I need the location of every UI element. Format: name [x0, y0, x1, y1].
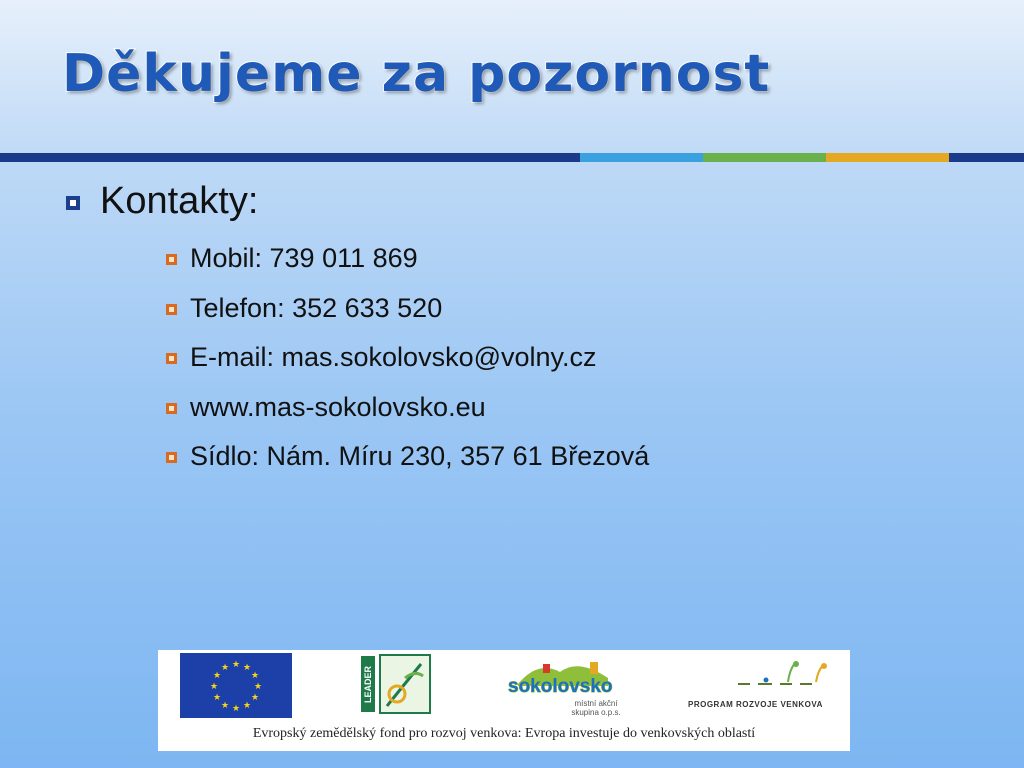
sokolovsko-logo-icon: [508, 656, 623, 718]
square-bullet-icon: [166, 353, 177, 364]
contact-mobile: [166, 240, 649, 290]
svg-text:★: ★: [242, 663, 252, 673]
contact-email: [166, 339, 649, 389]
divider-blue-segment: [580, 153, 703, 162]
square-bullet-icon: [166, 452, 177, 463]
square-bullet-icon: [166, 403, 177, 414]
sokolovsko-name: sokolovsko: [508, 676, 613, 697]
svg-text:★: ★: [209, 682, 219, 692]
contact-list: [166, 240, 649, 488]
leader-logo-icon: [359, 652, 433, 716]
divider-green-segment: [703, 153, 826, 162]
contact-text: Mobil: 739 011 869: [190, 243, 418, 273]
contact-text: www.mas-sokolovsko.eu: [190, 391, 486, 422]
square-bullet-icon: [166, 304, 177, 315]
svg-text:★: ★: [220, 701, 230, 711]
square-bullet-icon: [166, 254, 177, 265]
contacts-heading: Kontakty:: [100, 180, 259, 222]
leader-emblem: [379, 654, 431, 714]
contact-address: [166, 438, 649, 488]
program-rozvoje-venkova-logo-icon: [688, 658, 838, 718]
square-bullet-icon: [66, 196, 80, 210]
svg-text:★: ★: [212, 671, 222, 681]
funding-logo-strip: [158, 650, 850, 751]
svg-text:★: ★: [231, 704, 241, 714]
sokolovsko-subtitle: místní akční skupina o.p.s.: [571, 699, 621, 717]
contact-website: [166, 389, 649, 439]
contact-text: Sídlo: Nám. Míru 230, 357 61 Březová: [190, 441, 650, 471]
title-divider: [0, 153, 1024, 162]
svg-text:★: ★: [242, 701, 252, 711]
contact-phone: [166, 290, 649, 340]
divider-dark-end-segment: [949, 153, 1024, 162]
svg-text:★: ★: [250, 671, 260, 681]
divider-yellow-segment: [826, 153, 949, 162]
divider-dark-segment: [0, 153, 580, 162]
svg-text:★: ★: [253, 682, 263, 692]
eu-flag-icon: [180, 653, 292, 718]
contact-text: Telefon: 352 633 520: [190, 292, 443, 323]
svg-text:★: ★: [220, 663, 230, 673]
eafrd-caption: Evropský zemědělský fond pro rozvoj venkova: Evropa investuje do venkovských oblastí: [252, 726, 756, 741]
slide-title: Děkujeme za pozornost: [62, 44, 771, 104]
prv-label: PROGRAM ROZVOJE VENKOVA: [688, 700, 823, 709]
svg-text:★: ★: [212, 693, 222, 703]
contact-text: E-mail: mas.sokolovsko@volny.cz: [190, 342, 597, 372]
leader-label: LEADER: [361, 656, 375, 712]
svg-text:★: ★: [231, 660, 241, 670]
svg-text:★: ★: [250, 693, 260, 703]
